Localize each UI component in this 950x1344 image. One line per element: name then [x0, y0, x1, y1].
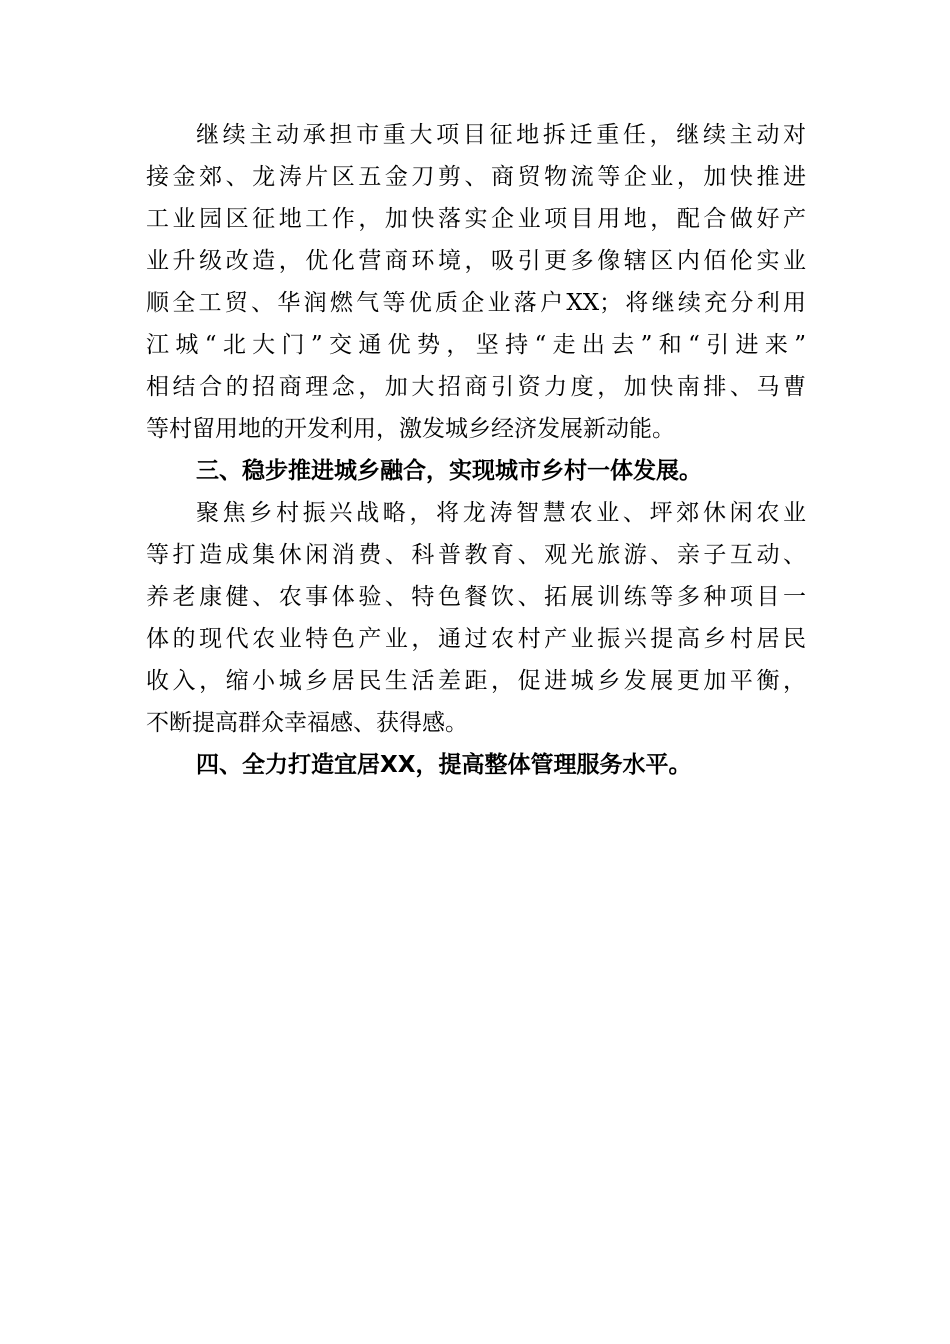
paragraph-line: 体的现代农业特色产业，通过农村产业振兴提高乡村居民	[146, 626, 806, 652]
paragraph-investment	[146, 114, 806, 450]
paragraph-line: 等村留用地的开发利用，激发城乡经济发展新动能。	[146, 416, 675, 442]
paragraph-line: 收入，缩小城乡居民生活差距，促进城乡发展更加平衡，	[146, 668, 806, 694]
document-body	[146, 114, 806, 786]
paragraph-line: 顺全工贸、华润燃气等优质企业落户XX；将继续充分利用	[146, 290, 806, 316]
paragraph-line: 不断提高群众幸福感、获得感。	[146, 710, 468, 736]
paragraph-line: 工业园区征地工作，加快落实企业项目用地，配合做好产	[146, 206, 806, 232]
paragraph-line: 业升级改造，优化营商环境，吸引更多像辖区内佰伦实业	[146, 248, 806, 274]
paragraph-line: 继续主动承担市重大项目征地拆迁重任，继续主动对	[196, 122, 806, 148]
paragraph-line: 相结合的招商理念，加大招商引资力度，加快南排、马曹	[146, 374, 806, 400]
section-heading-4: 四、全力打造宜居XX，提高整体管理服务水平。	[196, 752, 692, 778]
paragraph-line: 等打造成集休闲消费、科普教育、观光旅游、亲子互动、	[146, 542, 806, 568]
paragraph-line: 接金郊、龙涛片区五金刀剪、商贸物流等企业，加快推进	[146, 164, 806, 190]
paragraph-rural	[146, 492, 806, 744]
paragraph-line: 养老康健、农事体验、特色餐饮、拓展训练等多种项目一	[146, 584, 806, 610]
paragraph-line: 江城“北大门”交通优势，坚持“走出去”和“引进来”	[146, 332, 806, 358]
paragraph-line: 聚焦乡村振兴战略，将龙涛智慧农业、坪郊休闲农业	[196, 500, 806, 526]
section-heading-3: 三、稳步推进城乡融合，实现城市乡村一体发展。	[196, 458, 702, 484]
